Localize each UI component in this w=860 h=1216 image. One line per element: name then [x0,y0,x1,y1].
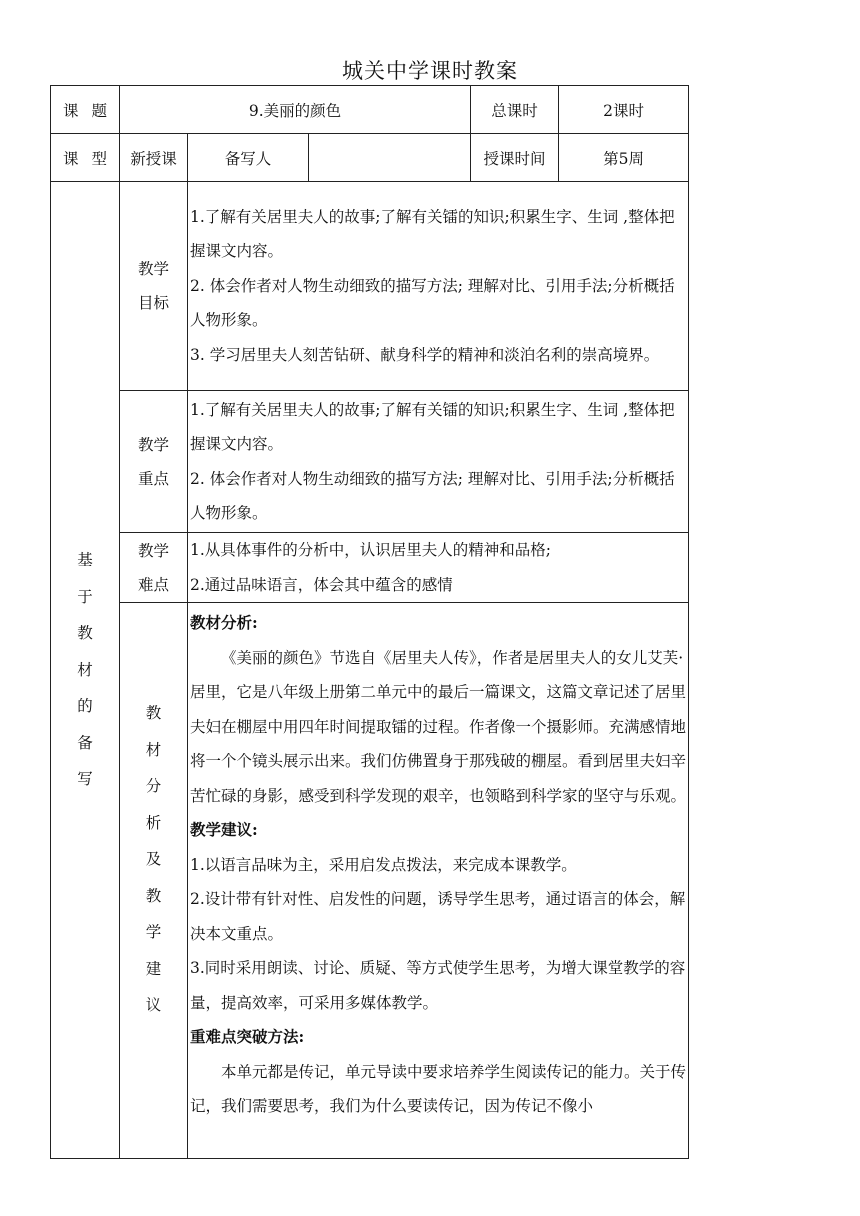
analysis-content [188,603,689,1159]
method-text: 本单元都是传记，单元导读中要求培养学生阅读传记的能力。关于传记，我们需要思考，我们为什么要读传记，因为传记不像小 [190,1062,687,1115]
difficulty-content [188,533,689,603]
material-text: 《美丽的颜色》节选自《居里夫人传》，作者是居里夫人的女儿艾芙·居里，它是八年级上册第二单元中的最后一篇课文，这篇文章记述了居里夫妇在棚屋中用四年时间提取镭的过程。作者像一个摄影师。充满感情地将一个个镜头展示出来。我们仿佛置身于那残破的棚屋。看到居里夫妇辛苦忙碌的身影，感受到科学发现的艰辛，也领略到科学家的坚守与乐观。 [190,648,687,805]
total-hours-value: 2课时 [559,86,689,134]
type-row [51,134,689,182]
type-value: 新授课 [120,134,188,182]
goals-label: 教学 目标 [120,182,188,391]
time-label: 授课时间 [471,134,559,182]
goal-item: 3. 学习居里夫人刻苦钻研、献身科学的精神和淡泊名利的崇高境界。 [190,345,660,364]
author-value [309,134,471,182]
advice-heading: 教学建议: [190,820,258,839]
focus-label: 教学 重点 [120,391,188,533]
time-value: 第5周 [559,134,689,182]
goals-content [188,182,689,391]
focus-row [51,391,689,533]
focus-item: 1.了解有关居里夫人的故事;了解有关镭的知识;积累生字、生词 ,整体把握课文内容。 [190,400,675,453]
section-label: 基 于 教 材 的 备 写 [51,182,120,1159]
total-hours-label: 总课时 [471,86,559,134]
type-label: 课 型 [51,134,120,182]
focus-content [188,391,689,533]
topic-value: 9.美丽的颜色 [120,86,471,134]
advice-item: 1.以语言品味为主，采用启发点拨法，来完成本课教学。 [190,855,577,874]
lesson-plan-table [50,85,689,1159]
difficulty-item: 1.从具体事件的分析中，认识居里夫人的精神和品格; [190,541,552,559]
topic-label: 课 题 [51,86,120,134]
focus-item: 2. 体会作者对人物生动细致的描写方法; 理解对比、引用手法;分析概括人物形象。 [190,469,675,522]
difficulty-item: 2.通过品味语言，体会其中蕴含的感情 [190,575,453,594]
analysis-row [51,603,689,1159]
goal-item: 1.了解有关居里夫人的故事;了解有关镭的知识;积累生字、生词 ,整体把握课文内容。 [190,207,675,261]
difficulty-label: 教学 难点 [120,533,188,603]
author-label: 备写人 [188,134,309,182]
advice-item: 3.同时采用朗读、讨论、质疑、等方式使学生思考，为增大课堂教学的容量，提高效率，可采用多媒体教学。 [190,959,686,1012]
goals-row [51,182,689,391]
method-heading: 重难点突破方法: [190,1027,305,1046]
analysis-label: 教 材 分 析 及 教 学 建 议 [120,603,188,1159]
difficulty-row [51,533,689,603]
goal-item: 2. 体会作者对人物生动细致的描写方法; 理解对比、引用手法;分析概括人物形象。 [190,276,675,330]
topic-row [51,86,689,134]
page-title: 城关中学课时教案 [342,59,518,83]
material-heading: 教材分析: [190,613,258,632]
advice-item: 2.设计带有针对性、启发性的问题，诱导学生思考，通过语言的体会，解决本文重点。 [190,890,686,943]
